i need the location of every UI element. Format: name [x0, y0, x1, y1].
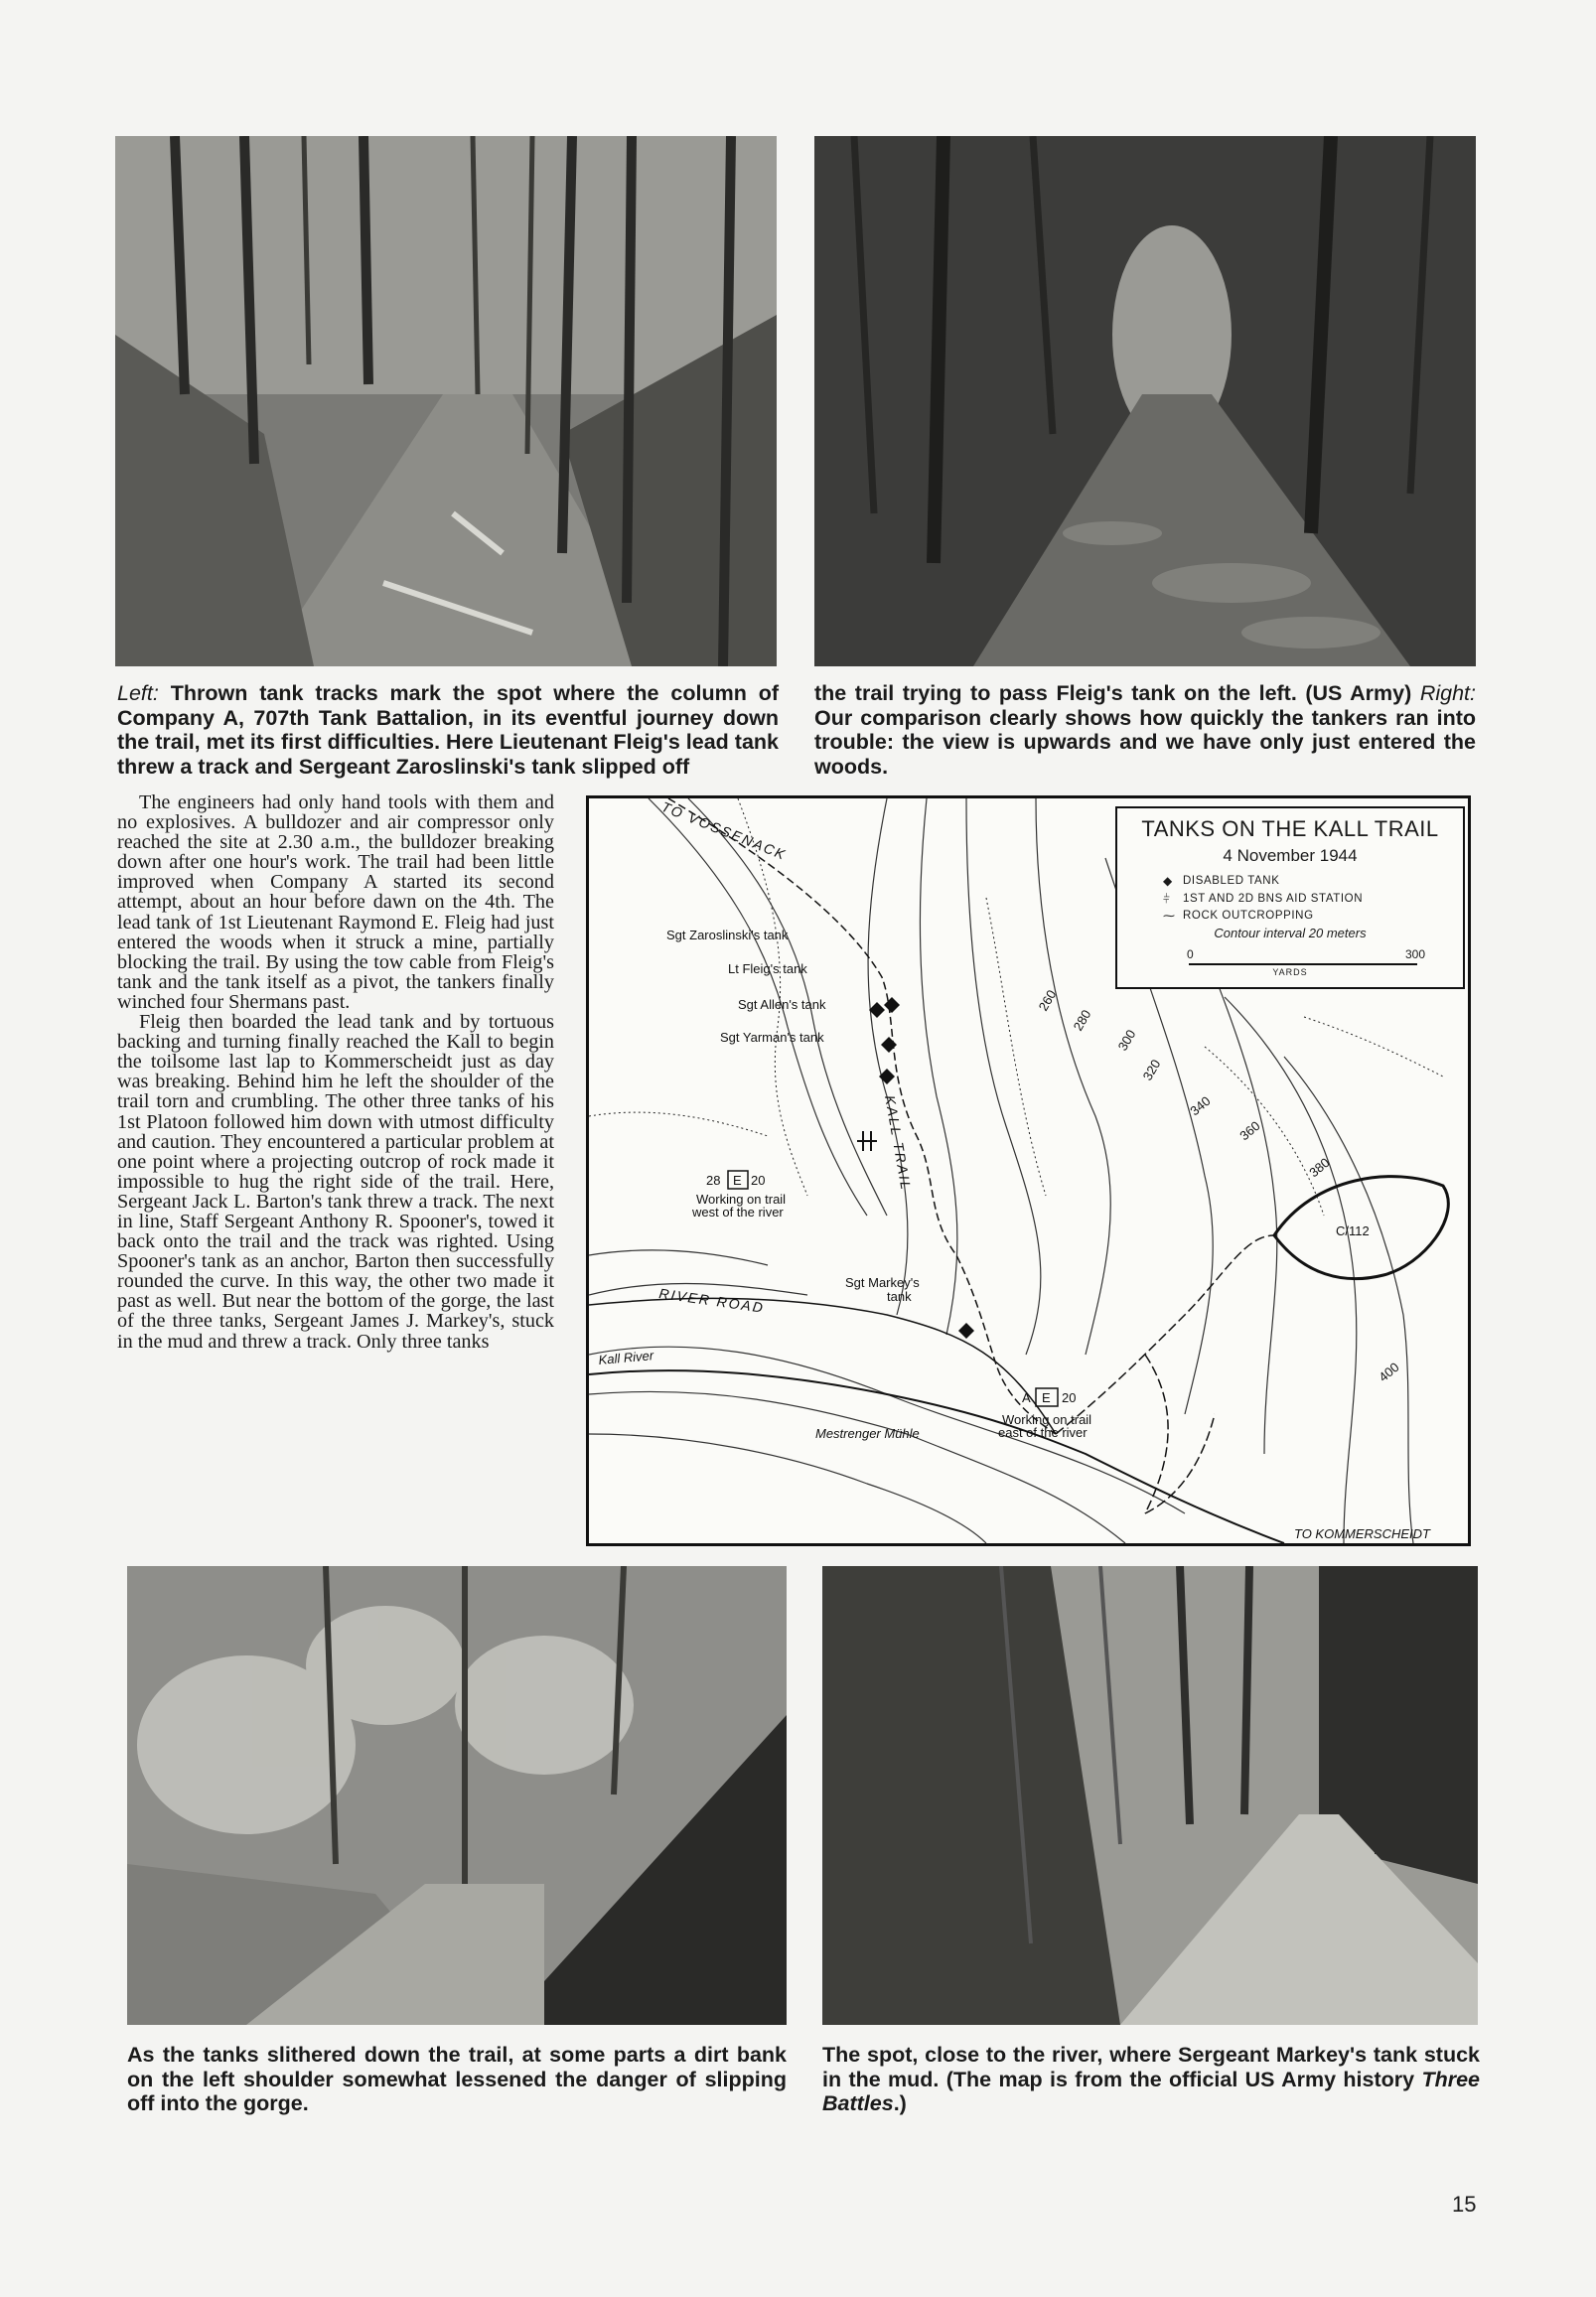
river-road-label: RIVER ROAD	[657, 1285, 766, 1316]
label-sgt-allen: Sgt Allen's tank	[738, 997, 826, 1012]
scale-end: 300	[1405, 947, 1426, 961]
disabled-tank-allen	[881, 1037, 897, 1053]
photo-markey-tank-spot	[822, 1566, 1478, 2025]
label-sgt-markey-line2: tank	[887, 1289, 912, 1304]
working-east-line1: Working on trail	[1002, 1412, 1092, 1427]
caption-top-right-text: the trail trying to pass Fleig's tank on the left. (US Army)	[814, 681, 1412, 705]
to-kommerscheidt-label: TO KOMMERSCHEIDT	[1294, 1526, 1430, 1541]
article-body	[117, 792, 554, 1352]
disabled-tank-yarman	[879, 1069, 895, 1084]
caption-top-right	[814, 681, 1476, 779]
contour-label-300: 300	[1114, 1027, 1139, 1054]
contour-label-380: 380	[1306, 1154, 1333, 1181]
body-paragraph-1: The engineers had only hand tools with them and no explosives. A bulldozer and air compressor only reached the site at 2.30 a.m., the bulldozer breaking down after one hour's work. The trail had been little improved when Company A started its second attempt, about an hour before dawn on the 4th. The lead tank of 1st Lieutenant Raymond E. Fleig had just entered the woods when it struck a mine, partially blocking the trail. By using the tow cable from Fleig's tank and the tank itself as a pivot, the tankers finally winched four Shermans past.	[117, 791, 554, 1013]
caption-bottom-right	[822, 2043, 1480, 2116]
photo-thrown-tracks	[115, 136, 777, 666]
unit-e-label: E	[733, 1173, 742, 1188]
working-west-line2: west of the river	[692, 1205, 784, 1220]
kall-trail-label: KALL TRAIL	[882, 1093, 915, 1193]
map-date: 4 November 1944	[1223, 846, 1358, 865]
disabled-tank-markey	[958, 1323, 974, 1339]
unit-28-label: 28	[706, 1173, 721, 1188]
caption-top-left	[117, 681, 779, 779]
caption-top-right-text2: Our comparison clearly shows how quickly the tankers ran into trouble: the view is upwards and we have only just entered the woods.	[814, 705, 1476, 779]
kall-trail-path	[668, 798, 1056, 1434]
caption-lead-left: Left:	[117, 681, 159, 705]
rock-outcropping-legend-icon: ⁓	[1163, 909, 1175, 923]
legend-aid-station: 1ST AND 2D BNS AID STATION	[1183, 893, 1364, 905]
hill-c112-label: C/112	[1336, 1223, 1370, 1238]
legend-disabled-tank: DISABLED TANK	[1183, 875, 1280, 887]
caption-bottom-right-text: The spot, close to the river, where Sergeant Markey's tank stuck in the mud. (The map is from the official US Army history	[822, 2043, 1480, 2091]
kall-river-line	[589, 1370, 1284, 1543]
scale-start: 0	[1187, 947, 1194, 961]
unit-a-label: A	[1022, 1390, 1031, 1405]
contour-label-400: 400	[1376, 1359, 1402, 1385]
caption-bottom-left	[127, 2043, 787, 2116]
aid-station-marker	[857, 1131, 877, 1151]
map-legend	[1115, 806, 1465, 989]
caption-book-title: Three Battles	[822, 2067, 1480, 2115]
aid-station-legend-icon: ⫩	[1163, 892, 1170, 906]
label-sgt-zaroslinski: Sgt Zaroslinski's tank	[666, 928, 789, 942]
map-tanks-on-kall-trail	[586, 795, 1471, 1546]
mestrenger-muhle-label: Mestrenger Mühle	[815, 1426, 920, 1441]
caption-bottom-right-end: .)	[893, 2091, 907, 2115]
contour-label-280: 280	[1070, 1007, 1094, 1034]
unit-20-label: 20	[751, 1173, 766, 1188]
caption-top-left-text: Thrown tank tracks mark the spot where the column of Company A, 707th Tank Battalion, in its eventful journey down the trail, met its first difficulties. Here Lieutenant Fleig's lead tank threw a track and Sergeant Zaroslinski's tank slipped off	[117, 681, 779, 779]
contour-label-360: 360	[1236, 1117, 1263, 1144]
unit-e2-label: E	[1042, 1390, 1051, 1405]
working-east-line2: east of the river	[998, 1425, 1088, 1440]
body-paragraph-2: Fleig then boarded the lead tank and by tortuous backing and turning finally reached the Kall to begin the toilsome last lap to Kommerscheidt just as day was breaking. Behind him he left the shoulder of the trail torn and crumbling. The other three tanks of his 1st Platoon followed him down with utmost difficulty and caution. They encountered a particular problem at one point where a projecting outcrop of rock made it impossible to hug the right side of the trail. Here, Sergeant Jack L. Barton's tank threw a track. The next in line, Staff Sergeant Anthony R. Spooner's, towed it back onto the trail and the track was righted. Using Spooner's tank as an anchor, Barton then successfully rounded the curve. In this way, the other two made it past as well. But near the bottom of the gorge, the last of the three tanks, Sergeant James J. Markey's, stuck in the mud and threw a track. Only three tanks	[117, 1011, 554, 1353]
disabled-tank-fleig	[884, 997, 900, 1013]
caption-bottom-left-text: As the tanks slithered down the trail, at some parts a dirt bank on the left shoulder somewhat lessened the danger of slipping off into the gorge.	[127, 2043, 787, 2115]
working-west-line1: Working on trail	[696, 1192, 787, 1207]
photo-dirt-bank-trail	[127, 1566, 787, 2025]
road-to-kommerscheidt	[1056, 1235, 1274, 1513]
contour-label-340: 340	[1187, 1092, 1214, 1119]
legend-rock-outcropping: ROCK OUTCROPPING	[1183, 910, 1314, 922]
disabled-tank-legend-icon: ◆	[1163, 874, 1173, 888]
contour-label-260: 260	[1035, 987, 1060, 1014]
scale-unit: YARDS	[1272, 967, 1308, 977]
kall-river-label: Kall River	[597, 1348, 654, 1367]
photo-trail-upward-view	[814, 136, 1476, 666]
label-lt-fleig: Lt Fleig's tank	[728, 961, 807, 976]
legend-contour-note: Contour interval 20 meters	[1214, 926, 1367, 940]
contour-label-320: 320	[1139, 1057, 1164, 1083]
unit-20b-label: 20	[1062, 1390, 1077, 1405]
to-vossenack-label: TO VOSSENACK	[658, 798, 790, 864]
label-sgt-yarman: Sgt Yarman's tank	[720, 1030, 824, 1045]
river-road-line	[589, 1298, 1056, 1434]
page-number: 15	[1452, 2192, 1477, 2217]
label-sgt-markey-line1: Sgt Markey's	[845, 1275, 920, 1290]
map-title: TANKS ON THE KALL TRAIL	[1141, 816, 1439, 841]
caption-lead-right: Right:	[1419, 681, 1477, 705]
